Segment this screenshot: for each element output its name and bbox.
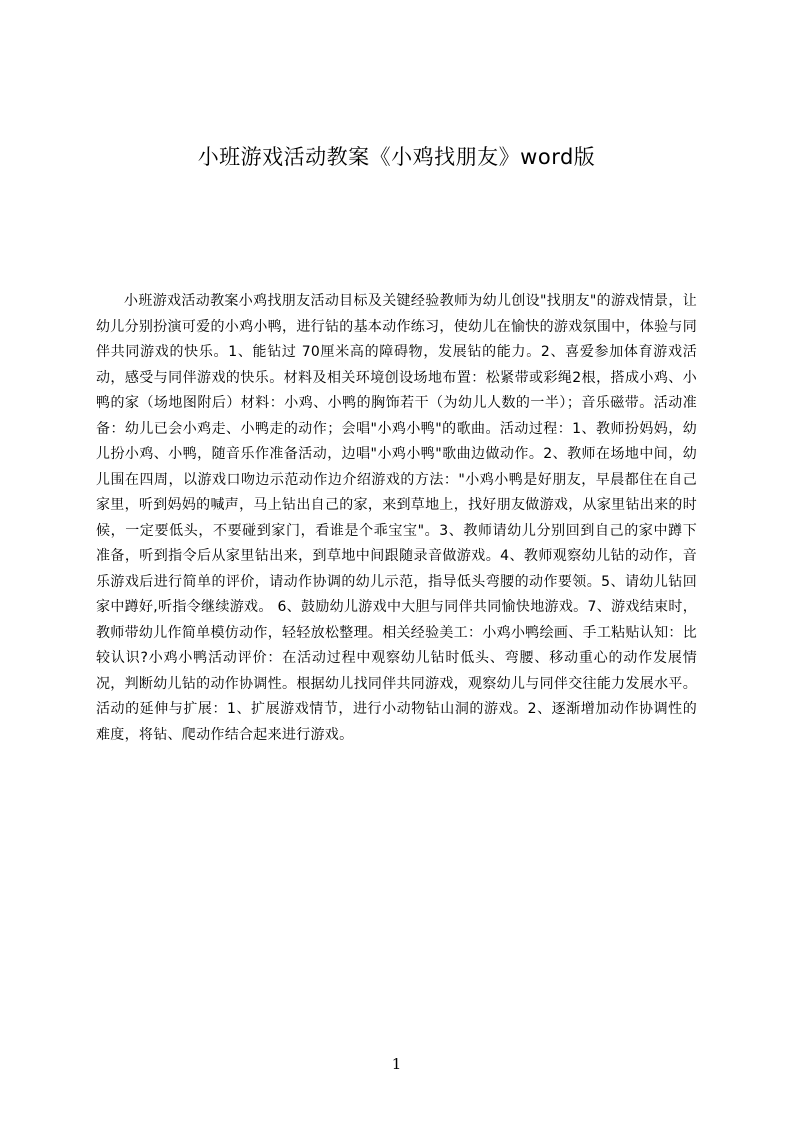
page-number: 1 <box>391 1055 402 1073</box>
body-paragraph: 小班游戏活动教案小鸡找朋友活动目标及关键经验教师为幼儿创设"找朋友"的游戏情景，让幼儿分别扮演可爱的小鸡小鸭，进行钻的基本动作练习，使幼儿在愉快的游戏氛围中，体验与同伴共同游戏的快乐。1、能钻过 70厘米高的障碍物，发展钻的能力。2、喜爱参加体育游戏活动，感受与同伴游戏的快乐。材料及相关环境创设场地布置：松紧带或彩绳2根，搭成小鸡、小鸭的家（场地图附后）材料：小鸡、小鸭的胸饰若干（为幼儿人数的一半）；音乐磁带。活动准备：幼儿已会小鸡走、小鸭走的动作；会唱"小鸡小鸭"的歌曲。活动过程：1、教师扮妈妈，幼儿扮小鸡、小鸭，随音乐作准备活动，边唱"小鸡小鸭"歌曲边做动作。2、教师在场地中间，幼儿围在四周，以游戏口吻边示范动作边介绍游戏的方法："小鸡小鸭是好朋友，早晨都住在自己家里，听到妈妈的喊声，马上钻出自己的家，来到草地上，找好朋友做游戏，从家里钻出来的时候，一定要低头，不要碰到家门，看谁是个乖宝宝"。3、教师请幼儿分别回到自己的家中蹲下准备，听到指令后从家里钻出来，到草地中间跟随录音做游戏。4、教师观察幼儿钻的动作，音乐游戏后进行简单的评价，请动作协调的幼儿示范，指导低头弯腰的动作要领。5、请幼儿钻回家中蹲好,听指令继续游戏。 6、鼓励幼儿游戏中大胆与同伴共同愉快地游戏。7、游戏结束时，教师带幼儿作简单模仿动作，轻轻放松整理。相关经验美工：小鸡小鸭绘画、手工粘贴认知：比较认识?小鸡小鸭活动评价：在活动过程中观察幼儿钻时低头、弯腰、移动重心的动作发展情况，判断幼儿钻的动作协调性。根据幼儿找同伴共同游戏，观察幼儿与同伴交往能力发展水平。活动的延伸与扩展：1、扩展游戏情节，进行小动物钻山洞的游戏。2、逐渐增加动作协调性的难度，将钻、爬动作结合起来进行游戏。 <box>96 293 697 743</box>
document-title: 小班游戏活动教案《小鸡找朋友》word版 <box>197 145 596 169</box>
document-body <box>96 289 697 748</box>
